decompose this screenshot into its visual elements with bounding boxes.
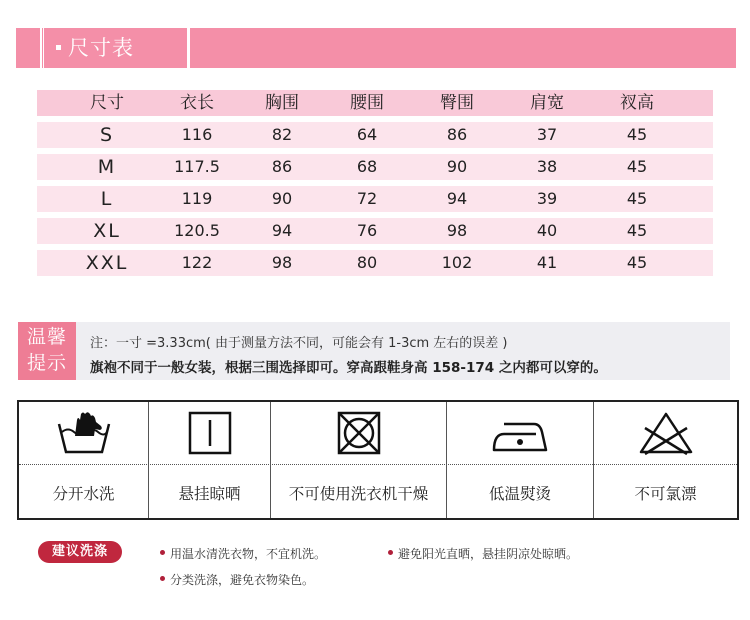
column-header-waist: 腰围 xyxy=(350,93,384,113)
bullet-dot-icon xyxy=(160,550,165,555)
waist-cell: 68 xyxy=(356,157,378,176)
hip-cell: 98 xyxy=(446,221,468,240)
care-label: 悬挂晾晒 xyxy=(178,485,241,503)
warm-tip-badge-line: 温馨 xyxy=(26,326,67,348)
waist-cell: 64 xyxy=(356,125,378,144)
no-bleach-icon xyxy=(637,410,695,460)
wash-tip xyxy=(160,545,326,562)
size-row xyxy=(37,218,713,244)
hand-wash-icon xyxy=(57,410,111,460)
wash-tip-text: 避免阳光直晒，悬挂阴凉处晾晒。 xyxy=(398,547,579,561)
wash-tip-text: 用温水清洗衣物，不宜机洗。 xyxy=(170,547,327,561)
no-tumble-dry-icon xyxy=(336,410,382,460)
shoulder-cell: 38 xyxy=(536,157,558,176)
wash-suggestion-badge: 建议洗涤 xyxy=(38,541,122,563)
size-row xyxy=(37,186,713,212)
care-item-hand-wash xyxy=(19,402,148,518)
hip-cell: 90 xyxy=(446,157,468,176)
bullet-dot-icon xyxy=(388,550,393,555)
size-cell: XXL xyxy=(85,252,129,274)
column-header-length: 衣长 xyxy=(180,93,214,113)
banner-segment xyxy=(16,28,40,68)
bust-cell: 86 xyxy=(271,157,293,176)
care-label: 不可使用洗衣机干燥 xyxy=(288,485,429,503)
size-table-header-row xyxy=(37,90,713,116)
banner-divider xyxy=(188,28,190,68)
shoulder-cell: 37 xyxy=(536,125,558,144)
warm-tip-panel xyxy=(18,322,730,380)
slit-cell: 45 xyxy=(626,221,648,240)
wash-tip xyxy=(388,545,578,562)
shoulder-cell: 40 xyxy=(536,221,558,240)
waist-cell: 80 xyxy=(356,253,378,272)
column-header-shoulder: 肩宽 xyxy=(530,93,564,113)
slit-cell: 45 xyxy=(626,253,648,272)
shoulder-cell: 41 xyxy=(536,253,558,272)
slit-cell: 45 xyxy=(626,125,648,144)
size-cell: XL xyxy=(93,220,121,242)
banner-segment xyxy=(191,28,736,68)
hang-dry-icon xyxy=(187,410,233,460)
shoulder-cell: 39 xyxy=(536,189,558,208)
waist-cell: 72 xyxy=(356,189,378,208)
bust-cell: 94 xyxy=(271,221,293,240)
low-iron-icon xyxy=(490,410,550,460)
care-label: 低温熨烫 xyxy=(488,485,551,503)
care-item-no-bleach xyxy=(594,402,737,518)
size-row xyxy=(37,122,713,148)
size-row xyxy=(37,154,713,180)
bullet-dot-icon xyxy=(160,576,165,581)
waist-cell: 76 xyxy=(356,221,378,240)
bullet-icon xyxy=(56,45,61,50)
hip-cell: 102 xyxy=(441,253,473,272)
slit-cell: 45 xyxy=(626,189,648,208)
care-label: 分开水洗 xyxy=(52,485,115,503)
hip-cell: 94 xyxy=(446,189,468,208)
size-cell: S xyxy=(99,124,115,146)
bust-cell: 82 xyxy=(271,125,293,144)
slit-cell: 45 xyxy=(626,157,648,176)
length-cell: 119 xyxy=(181,189,213,208)
column-header-size: 尺寸 xyxy=(90,93,124,113)
length-cell: 117.5 xyxy=(174,157,220,176)
size-row xyxy=(37,250,713,276)
size-cell: M xyxy=(97,156,117,178)
measurement-note: 注：一寸 =3.33cm( 由于测量方法不同，可能会有 1-3cm 左右的误差 ) xyxy=(90,336,508,351)
hip-cell: 86 xyxy=(446,125,468,144)
fit-advice: 旗袍不同于一般女装，根据三围选择即可。穿高跟鞋身高 158-174 之内都可以穿的。 xyxy=(90,360,607,376)
column-header-bust: 胸围 xyxy=(265,93,299,113)
banner-divider xyxy=(40,28,42,68)
length-cell: 116 xyxy=(181,125,213,144)
column-header-slit: 衩高 xyxy=(620,93,654,113)
length-cell: 120.5 xyxy=(174,221,220,240)
care-instructions-table xyxy=(17,400,739,520)
warm-tip-badge xyxy=(18,322,76,380)
warm-tip-badge-line: 提示 xyxy=(26,352,67,374)
care-item-no-tumble-dry xyxy=(271,402,446,518)
page-title: 尺寸表 xyxy=(68,36,134,60)
wash-tip-text: 分类洗涤，避免衣物染色。 xyxy=(170,573,315,587)
bust-cell: 98 xyxy=(271,253,293,272)
length-cell: 122 xyxy=(181,253,213,272)
size-cell: L xyxy=(100,188,114,210)
care-item-low-iron xyxy=(447,402,593,518)
size-chart-banner xyxy=(16,28,736,68)
wash-tip xyxy=(160,571,314,588)
care-label: 不可氯漂 xyxy=(634,485,697,503)
column-header-hip: 臀围 xyxy=(440,93,474,113)
bust-cell: 90 xyxy=(271,189,293,208)
care-item-hang-dry xyxy=(149,402,270,518)
